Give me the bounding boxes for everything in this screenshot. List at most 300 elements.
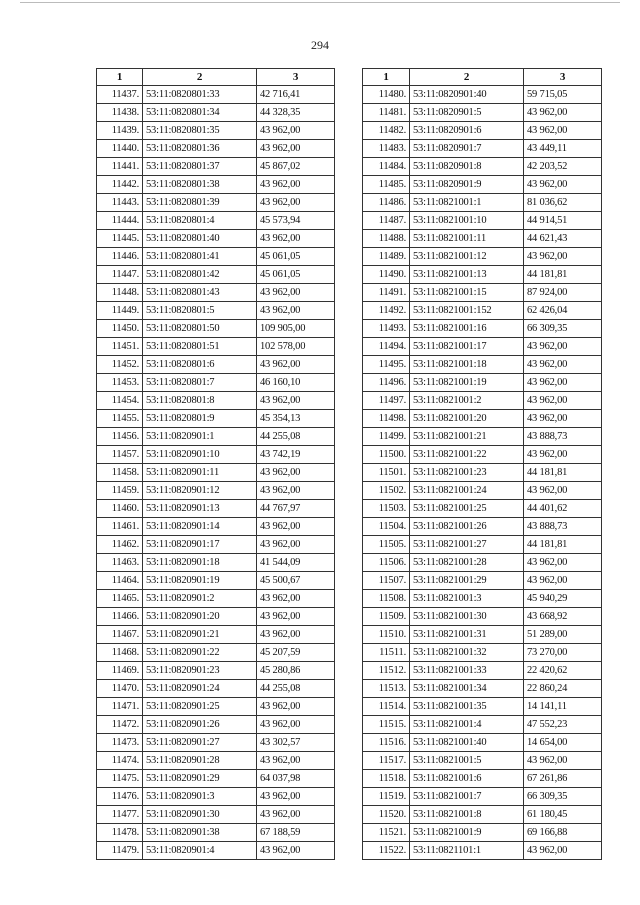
row-number-cell: 11468. bbox=[97, 644, 143, 662]
table-row bbox=[363, 86, 602, 104]
cadastral-number-cell: 53:11:0821001:23 bbox=[410, 464, 524, 482]
table-row bbox=[363, 446, 602, 464]
value-cell: 47 552,23 bbox=[524, 716, 602, 734]
cadastral-number-cell: 53:11:0821001:2 bbox=[410, 392, 524, 410]
row-number-cell: 11442. bbox=[97, 176, 143, 194]
table-left bbox=[96, 68, 335, 860]
row-number-cell: 11439. bbox=[97, 122, 143, 140]
value-cell: 43 962,00 bbox=[257, 518, 335, 536]
row-number-cell: 11485. bbox=[363, 176, 410, 194]
value-cell: 44 914,51 bbox=[524, 212, 602, 230]
page-number: 294 bbox=[311, 38, 329, 52]
value-cell: 64 037,98 bbox=[257, 770, 335, 788]
row-number-cell: 11438. bbox=[97, 104, 143, 122]
cadastral-number-cell: 53:11:0821001:35 bbox=[410, 698, 524, 716]
table-row bbox=[363, 788, 602, 806]
table-row bbox=[363, 392, 602, 410]
cadastral-number-cell: 53:11:0820801:39 bbox=[143, 194, 257, 212]
row-number-cell: 11477. bbox=[97, 806, 143, 824]
table-row bbox=[363, 572, 602, 590]
table-row bbox=[363, 500, 602, 518]
cadastral-number-cell: 53:11:0820901:17 bbox=[143, 536, 257, 554]
value-cell: 43 962,00 bbox=[257, 536, 335, 554]
row-number-cell: 11498. bbox=[363, 410, 410, 428]
cadastral-number-cell: 53:11:0820901:30 bbox=[143, 806, 257, 824]
value-cell: 43 888,73 bbox=[524, 428, 602, 446]
value-cell: 22 420,62 bbox=[524, 662, 602, 680]
value-cell: 43 888,73 bbox=[524, 518, 602, 536]
cadastral-number-cell: 53:11:0820801:41 bbox=[143, 248, 257, 266]
row-number-cell: 11489. bbox=[363, 248, 410, 266]
table-row bbox=[97, 338, 335, 356]
row-number-cell: 11492. bbox=[363, 302, 410, 320]
value-cell: 43 962,00 bbox=[257, 626, 335, 644]
value-cell: 43 962,00 bbox=[257, 392, 335, 410]
row-number-cell: 11467. bbox=[97, 626, 143, 644]
value-cell: 66 309,35 bbox=[524, 788, 602, 806]
table-row bbox=[97, 788, 335, 806]
cadastral-number-cell: 53:11:0821001:8 bbox=[410, 806, 524, 824]
value-cell: 67 261,86 bbox=[524, 770, 602, 788]
value-cell: 43 962,00 bbox=[257, 788, 335, 806]
table-row bbox=[97, 806, 335, 824]
table-row bbox=[97, 752, 335, 770]
row-number-cell: 11518. bbox=[363, 770, 410, 788]
table-row bbox=[97, 842, 335, 860]
cadastral-number-cell: 53:11:0820901:28 bbox=[143, 752, 257, 770]
cadastral-number-cell: 53:11:0821101:1 bbox=[410, 842, 524, 860]
row-number-cell: 11459. bbox=[97, 482, 143, 500]
value-cell: 43 962,00 bbox=[257, 716, 335, 734]
table-row bbox=[97, 770, 335, 788]
row-number-cell: 11521. bbox=[363, 824, 410, 842]
value-cell: 44 181,81 bbox=[524, 464, 602, 482]
value-cell: 43 962,00 bbox=[524, 410, 602, 428]
table-row bbox=[97, 572, 335, 590]
table-row bbox=[97, 716, 335, 734]
table-row bbox=[363, 302, 602, 320]
cadastral-number-cell: 53:11:0820901:38 bbox=[143, 824, 257, 842]
cadastral-number-cell: 53:11:0821001:17 bbox=[410, 338, 524, 356]
table-row bbox=[363, 698, 602, 716]
value-cell: 81 036,62 bbox=[524, 194, 602, 212]
value-cell: 73 270,00 bbox=[524, 644, 602, 662]
table-row bbox=[97, 284, 335, 302]
row-number-cell: 11482. bbox=[363, 122, 410, 140]
row-number-cell: 11463. bbox=[97, 554, 143, 572]
cadastral-number-cell: 53:11:0820901:26 bbox=[143, 716, 257, 734]
row-number-cell: 11510. bbox=[363, 626, 410, 644]
cadastral-number-cell: 53:11:0820901:18 bbox=[143, 554, 257, 572]
value-cell: 43 668,92 bbox=[524, 608, 602, 626]
cadastral-number-cell: 53:11:0820801:34 bbox=[143, 104, 257, 122]
row-number-cell: 11503. bbox=[363, 500, 410, 518]
value-cell: 43 962,00 bbox=[524, 392, 602, 410]
cadastral-number-cell: 53:11:0821001:1 bbox=[410, 194, 524, 212]
value-cell: 43 962,00 bbox=[257, 698, 335, 716]
table-row bbox=[363, 104, 602, 122]
row-number-cell: 11471. bbox=[97, 698, 143, 716]
value-cell: 45 940,29 bbox=[524, 590, 602, 608]
table-row bbox=[363, 536, 602, 554]
row-number-cell: 11479. bbox=[97, 842, 143, 860]
cadastral-number-cell: 53:11:0820801:4 bbox=[143, 212, 257, 230]
cadastral-number-cell: 53:11:0821001:24 bbox=[410, 482, 524, 500]
value-cell: 14 654,00 bbox=[524, 734, 602, 752]
table-row bbox=[97, 140, 335, 158]
row-number-cell: 11465. bbox=[97, 590, 143, 608]
value-cell: 45 061,05 bbox=[257, 248, 335, 266]
column-header-number: 1 bbox=[97, 69, 143, 86]
table-row bbox=[97, 824, 335, 842]
row-number-cell: 11501. bbox=[363, 464, 410, 482]
row-number-cell: 11462. bbox=[97, 536, 143, 554]
row-number-cell: 11481. bbox=[363, 104, 410, 122]
cadastral-number-cell: 53:11:0820901:5 bbox=[410, 104, 524, 122]
cadastral-number-cell: 53:11:0820801:33 bbox=[143, 86, 257, 104]
cadastral-number-cell: 53:11:0820901:22 bbox=[143, 644, 257, 662]
row-number-cell: 11454. bbox=[97, 392, 143, 410]
row-number-cell: 11500. bbox=[363, 446, 410, 464]
cadastral-number-cell: 53:11:0821001:18 bbox=[410, 356, 524, 374]
cadastral-number-cell: 53:11:0820901:27 bbox=[143, 734, 257, 752]
cadastral-number-cell: 53:11:0821001:25 bbox=[410, 500, 524, 518]
table-row bbox=[363, 248, 602, 266]
table-row bbox=[363, 554, 602, 572]
row-number-cell: 11516. bbox=[363, 734, 410, 752]
value-cell: 43 962,00 bbox=[524, 572, 602, 590]
value-cell: 62 426,04 bbox=[524, 302, 602, 320]
row-number-cell: 11452. bbox=[97, 356, 143, 374]
cadastral-number-cell: 53:11:0821001:3 bbox=[410, 590, 524, 608]
table-row bbox=[363, 266, 602, 284]
cadastral-number-cell: 53:11:0820801:43 bbox=[143, 284, 257, 302]
cadastral-number-cell: 53:11:0820901:12 bbox=[143, 482, 257, 500]
value-cell: 44 181,81 bbox=[524, 266, 602, 284]
table-row bbox=[363, 662, 602, 680]
row-number-cell: 11504. bbox=[363, 518, 410, 536]
cadastral-number-cell: 53:11:0821001:33 bbox=[410, 662, 524, 680]
table-row bbox=[363, 320, 602, 338]
cadastral-number-cell: 53:11:0821001:30 bbox=[410, 608, 524, 626]
cadastral-number-cell: 53:11:0821001:11 bbox=[410, 230, 524, 248]
cadastral-number-cell: 53:11:0820901:29 bbox=[143, 770, 257, 788]
row-number-cell: 11497. bbox=[363, 392, 410, 410]
row-number-cell: 11512. bbox=[363, 662, 410, 680]
value-cell: 87 924,00 bbox=[524, 284, 602, 302]
table-row bbox=[363, 464, 602, 482]
table-row bbox=[363, 194, 602, 212]
value-cell: 43 962,00 bbox=[257, 842, 335, 860]
table-row bbox=[97, 158, 335, 176]
value-cell: 45 061,05 bbox=[257, 266, 335, 284]
table-row bbox=[97, 320, 335, 338]
row-number-cell: 11437. bbox=[97, 86, 143, 104]
value-cell: 43 962,00 bbox=[257, 122, 335, 140]
cadastral-number-cell: 53:11:0820901:20 bbox=[143, 608, 257, 626]
column-header-value: 3 bbox=[524, 69, 602, 86]
row-number-cell: 11449. bbox=[97, 302, 143, 320]
row-number-cell: 11511. bbox=[363, 644, 410, 662]
cadastral-number-cell: 53:11:0821001:5 bbox=[410, 752, 524, 770]
row-number-cell: 11458. bbox=[97, 464, 143, 482]
value-cell: 44 255,08 bbox=[257, 680, 335, 698]
row-number-cell: 11478. bbox=[97, 824, 143, 842]
row-number-cell: 11451. bbox=[97, 338, 143, 356]
cadastral-number-cell: 53:11:0820901:2 bbox=[143, 590, 257, 608]
value-cell: 45 280,86 bbox=[257, 662, 335, 680]
row-number-cell: 11474. bbox=[97, 752, 143, 770]
row-number-cell: 11440. bbox=[97, 140, 143, 158]
value-cell: 109 905,00 bbox=[257, 320, 335, 338]
value-cell: 14 141,11 bbox=[524, 698, 602, 716]
table-row bbox=[363, 284, 602, 302]
row-number-cell: 11505. bbox=[363, 536, 410, 554]
table-row bbox=[97, 356, 335, 374]
table-row bbox=[363, 122, 602, 140]
table-row bbox=[363, 716, 602, 734]
row-number-cell: 11460. bbox=[97, 500, 143, 518]
cadastral-number-cell: 53:11:0820901:11 bbox=[143, 464, 257, 482]
table-row bbox=[97, 212, 335, 230]
value-cell: 43 962,00 bbox=[524, 842, 602, 860]
cadastral-number-cell: 53:11:0820801:38 bbox=[143, 176, 257, 194]
table-row bbox=[97, 374, 335, 392]
value-cell: 43 962,00 bbox=[257, 752, 335, 770]
cadastral-number-cell: 53:11:0821001:7 bbox=[410, 788, 524, 806]
table-row bbox=[97, 590, 335, 608]
value-cell: 45 573,94 bbox=[257, 212, 335, 230]
table-row bbox=[363, 374, 602, 392]
cadastral-number-cell: 53:11:0820801:37 bbox=[143, 158, 257, 176]
table-row bbox=[363, 608, 602, 626]
cadastral-number-cell: 53:11:0821001:32 bbox=[410, 644, 524, 662]
table-row bbox=[97, 464, 335, 482]
table-row bbox=[363, 410, 602, 428]
value-cell: 43 962,00 bbox=[524, 446, 602, 464]
table-header-row bbox=[97, 69, 335, 86]
cadastral-number-cell: 53:11:0820901:3 bbox=[143, 788, 257, 806]
row-number-cell: 11496. bbox=[363, 374, 410, 392]
table-row bbox=[97, 122, 335, 140]
table-row bbox=[363, 824, 602, 842]
cadastral-number-cell: 53:11:0820801:36 bbox=[143, 140, 257, 158]
table-row bbox=[363, 338, 602, 356]
cadastral-number-cell: 53:11:0821001:29 bbox=[410, 572, 524, 590]
cadastral-number-cell: 53:11:0820901:4 bbox=[143, 842, 257, 860]
cadastral-number-cell: 53:11:0821001:40 bbox=[410, 734, 524, 752]
value-cell: 43 962,00 bbox=[257, 284, 335, 302]
row-number-cell: 11484. bbox=[363, 158, 410, 176]
value-cell: 44 181,81 bbox=[524, 536, 602, 554]
table-row bbox=[97, 302, 335, 320]
row-number-cell: 11441. bbox=[97, 158, 143, 176]
value-cell: 43 962,00 bbox=[257, 482, 335, 500]
row-number-cell: 11515. bbox=[363, 716, 410, 734]
cadastral-number-cell: 53:11:0820801:42 bbox=[143, 266, 257, 284]
column-header-cadastral: 2 bbox=[410, 69, 524, 86]
row-number-cell: 11520. bbox=[363, 806, 410, 824]
cadastral-number-cell: 53:11:0820901:1 bbox=[143, 428, 257, 446]
value-cell: 43 962,00 bbox=[257, 608, 335, 626]
cadastral-number-cell: 53:11:0820801:5 bbox=[143, 302, 257, 320]
cadastral-number-cell: 53:11:0820801:8 bbox=[143, 392, 257, 410]
value-cell: 44 401,62 bbox=[524, 500, 602, 518]
row-number-cell: 11514. bbox=[363, 698, 410, 716]
row-number-cell: 11494. bbox=[363, 338, 410, 356]
value-cell: 45 354,13 bbox=[257, 410, 335, 428]
table-row bbox=[97, 680, 335, 698]
row-number-cell: 11472. bbox=[97, 716, 143, 734]
column-header-value: 3 bbox=[257, 69, 335, 86]
cadastral-number-cell: 53:11:0820801:9 bbox=[143, 410, 257, 428]
table-row bbox=[97, 230, 335, 248]
table-row bbox=[363, 158, 602, 176]
cadastral-number-cell: 53:11:0821001:9 bbox=[410, 824, 524, 842]
value-cell: 43 962,00 bbox=[524, 554, 602, 572]
row-number-cell: 11464. bbox=[97, 572, 143, 590]
table-row bbox=[97, 86, 335, 104]
cadastral-number-cell: 53:11:0821001:31 bbox=[410, 626, 524, 644]
cadastral-number-cell: 53:11:0821001:15 bbox=[410, 284, 524, 302]
row-number-cell: 11446. bbox=[97, 248, 143, 266]
row-number-cell: 11466. bbox=[97, 608, 143, 626]
table-row bbox=[97, 608, 335, 626]
table-left-body bbox=[97, 86, 335, 860]
value-cell: 46 160,10 bbox=[257, 374, 335, 392]
value-cell: 43 962,00 bbox=[257, 590, 335, 608]
table-row bbox=[363, 356, 602, 374]
row-number-cell: 11517. bbox=[363, 752, 410, 770]
row-number-cell: 11445. bbox=[97, 230, 143, 248]
row-number-cell: 11483. bbox=[363, 140, 410, 158]
row-number-cell: 11493. bbox=[363, 320, 410, 338]
cadastral-number-cell: 53:11:0821001:21 bbox=[410, 428, 524, 446]
row-number-cell: 11444. bbox=[97, 212, 143, 230]
value-cell: 42 716,41 bbox=[257, 86, 335, 104]
table-right-body bbox=[363, 86, 602, 860]
table-row bbox=[363, 176, 602, 194]
value-cell: 59 715,05 bbox=[524, 86, 602, 104]
cadastral-number-cell: 53:11:0820901:21 bbox=[143, 626, 257, 644]
table-row bbox=[363, 230, 602, 248]
cadastral-number-cell: 53:11:0820801:35 bbox=[143, 122, 257, 140]
value-cell: 43 962,00 bbox=[524, 176, 602, 194]
value-cell: 43 962,00 bbox=[524, 104, 602, 122]
value-cell: 43 449,11 bbox=[524, 140, 602, 158]
cadastral-number-cell: 53:11:0820901:8 bbox=[410, 158, 524, 176]
cadastral-number-cell: 53:11:0821001:28 bbox=[410, 554, 524, 572]
cadastral-number-cell: 53:11:0821001:26 bbox=[410, 518, 524, 536]
table-row bbox=[97, 698, 335, 716]
cadastral-number-cell: 53:11:0820901:14 bbox=[143, 518, 257, 536]
value-cell: 42 203,52 bbox=[524, 158, 602, 176]
cadastral-number-cell: 53:11:0820901:7 bbox=[410, 140, 524, 158]
row-number-cell: 11490. bbox=[363, 266, 410, 284]
cadastral-number-cell: 53:11:0820901:40 bbox=[410, 86, 524, 104]
table-row bbox=[363, 644, 602, 662]
row-number-cell: 11453. bbox=[97, 374, 143, 392]
table-row bbox=[363, 752, 602, 770]
table-row bbox=[363, 626, 602, 644]
row-number-cell: 11502. bbox=[363, 482, 410, 500]
table-right bbox=[362, 68, 602, 860]
table-header-row bbox=[363, 69, 602, 86]
value-cell: 66 309,35 bbox=[524, 320, 602, 338]
cadastral-number-cell: 53:11:0821001:10 bbox=[410, 212, 524, 230]
table-row bbox=[97, 626, 335, 644]
cadastral-number-cell: 53:11:0820901:24 bbox=[143, 680, 257, 698]
column-header-cadastral: 2 bbox=[143, 69, 257, 86]
cadastral-number-cell: 53:11:0821001:27 bbox=[410, 536, 524, 554]
row-number-cell: 11457. bbox=[97, 446, 143, 464]
value-cell: 44 255,08 bbox=[257, 428, 335, 446]
table-row bbox=[97, 446, 335, 464]
value-cell: 43 962,00 bbox=[257, 140, 335, 158]
cadastral-number-cell: 53:11:0821001:20 bbox=[410, 410, 524, 428]
table-row bbox=[363, 518, 602, 536]
cadastral-number-cell: 53:11:0821001:4 bbox=[410, 716, 524, 734]
value-cell: 43 962,00 bbox=[257, 230, 335, 248]
value-cell: 41 544,09 bbox=[257, 554, 335, 572]
cadastral-number-cell: 53:11:0820901:9 bbox=[410, 176, 524, 194]
table-row bbox=[97, 392, 335, 410]
value-cell: 43 962,00 bbox=[524, 356, 602, 374]
cadastral-number-cell: 53:11:0820801:51 bbox=[143, 338, 257, 356]
table-row bbox=[363, 140, 602, 158]
cadastral-number-cell: 53:11:0820901:19 bbox=[143, 572, 257, 590]
table-row bbox=[363, 842, 602, 860]
row-number-cell: 11509. bbox=[363, 608, 410, 626]
cadastral-number-cell: 53:11:0821001:34 bbox=[410, 680, 524, 698]
table-row bbox=[363, 482, 602, 500]
value-cell: 43 962,00 bbox=[257, 302, 335, 320]
cadastral-number-cell: 53:11:0821001:16 bbox=[410, 320, 524, 338]
cadastral-number-cell: 53:11:0820801:50 bbox=[143, 320, 257, 338]
row-number-cell: 11491. bbox=[363, 284, 410, 302]
row-number-cell: 11487. bbox=[363, 212, 410, 230]
row-number-cell: 11488. bbox=[363, 230, 410, 248]
column-header-number: 1 bbox=[363, 69, 410, 86]
table-row bbox=[363, 806, 602, 824]
value-cell: 44 328,35 bbox=[257, 104, 335, 122]
row-number-cell: 11450. bbox=[97, 320, 143, 338]
cadastral-number-cell: 53:11:0820901:13 bbox=[143, 500, 257, 518]
value-cell: 61 180,45 bbox=[524, 806, 602, 824]
value-cell: 44 767,97 bbox=[257, 500, 335, 518]
value-cell: 43 962,00 bbox=[524, 122, 602, 140]
value-cell: 43 742,19 bbox=[257, 446, 335, 464]
table-row bbox=[363, 428, 602, 446]
cadastral-number-cell: 53:11:0820901:6 bbox=[410, 122, 524, 140]
table-row bbox=[97, 662, 335, 680]
cadastral-number-cell: 53:11:0821001:19 bbox=[410, 374, 524, 392]
row-number-cell: 11456. bbox=[97, 428, 143, 446]
row-number-cell: 11461. bbox=[97, 518, 143, 536]
row-number-cell: 11480. bbox=[363, 86, 410, 104]
value-cell: 44 621,43 bbox=[524, 230, 602, 248]
cadastral-number-cell: 53:11:0821001:6 bbox=[410, 770, 524, 788]
row-number-cell: 11519. bbox=[363, 788, 410, 806]
value-cell: 43 302,57 bbox=[257, 734, 335, 752]
row-number-cell: 11522. bbox=[363, 842, 410, 860]
row-number-cell: 11507. bbox=[363, 572, 410, 590]
value-cell: 43 962,00 bbox=[524, 338, 602, 356]
value-cell: 43 962,00 bbox=[257, 194, 335, 212]
value-cell: 45 867,02 bbox=[257, 158, 335, 176]
value-cell: 51 289,00 bbox=[524, 626, 602, 644]
cadastral-number-cell: 53:11:0821001:152 bbox=[410, 302, 524, 320]
